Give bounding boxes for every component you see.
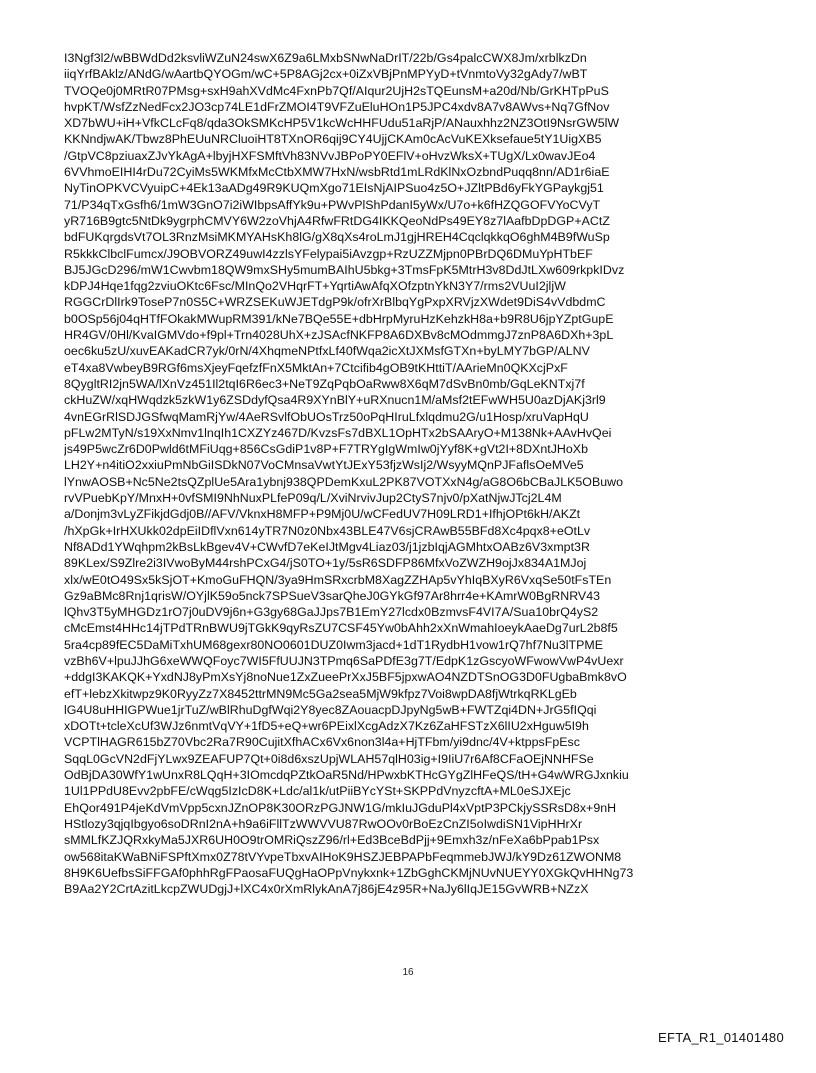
text-line: R5kkkClbclFumcx/J9OBVORZ49uwI4zzlsYFelypai5iAvzgp+RzUZZMjpn0PBrDQ6DMuYpHTbEF [64, 246, 593, 261]
text-line: kDPJ4Hqe1fqg2zviuOKtc6Fsc/MInQo2VHqrFT+YqrtiAwAfqXOfzptnYkN3Y7/rms2VUuI2jljW [64, 279, 566, 294]
text-line: XD7bWU+iH+VfkCLcFq8/qda3OkSMKcHP5V1kcWcHHFUdu51aRjP/ANauxhhz2NZ3OtI9NsrGW5lW [64, 116, 620, 131]
text-line: oec6ku5zU/xuvEAKadCR7yk/0rN/4XhqmeNPtfxLf40fWqa2icXtJXMsfGTXn+byLMY7bGP/ALNV [64, 344, 590, 359]
text-line: yR716B9gtc5NtDk9ygrphCMVY6W2zoVhjA4RfwFRtDG4IKKQeoNdPs49EY8z7lAafbDpDGP+ACtZ [64, 213, 610, 228]
text-line: bdFUKqrgdsVt7OL3RnzMsiMKMYAHsKh8lG/gX8qXs4roLmJ1gjHREH4CqclqkkqO6ghM4B9fWuSp [64, 230, 610, 245]
text-line: lYnwAOSB+Nc5Ne2tsQZplUe5Ara1ybnj938QPDemKxuL2PK87VOTXxN4g/aG8O6bCBaJLK5OBuwo [64, 474, 624, 489]
text-line: OdBjDA30WfY1wUnxR8LQqH+3IOmcdqPZtkOaR5Nd/HPwxbKTHcGYgZlHFeQS/tH+G4wWRGJxnkiu [64, 768, 629, 783]
text-line: lG4U8uHHIGPWue1jrTuZ/wBlRhuDgfWqi2Y8yec8ZAouacpDJpyNg5wB+FWTZqi4DN+JrG5fIQqi [64, 702, 597, 717]
text-line: I3Ngf3l2/wBBWdDd2ksvliWZuN24swX6Z9a6LMxbSNwNaDrIT/22b/Gs4palcCWX8Jm/xrblkzDn [64, 51, 587, 65]
text-line: NyTinOPKVCVyuipC+4Ek13aADg49R9KUQmXgo71EIsNjAIPSuo4z5O+JZltPBd6yFkYGPaykgj51 [64, 181, 604, 196]
text-line: 89KLex/S9Zlre2i3IVwoByM44rshPCxG4/jS0TO+1y/5sR6SDFP86MfxVoZWZH9ojJx834A1MJoj [64, 556, 587, 571]
text-line: 4vnEGrRlSDJGSfwqMamRjYw/4AeRSvlfObUOsTrz50oPqHIruLfxlqdmu2G/u1Hosp/xruVapHqU [64, 409, 589, 424]
text-line: xlx/wE0tO49Sx5kSjOT+KmoGuFHQN/3ya9HmSRxcrbM8XagZZHAp5vYhIqBXyR6VxqSe50tFsTEn [64, 572, 612, 587]
text-line: 5ra4cp89fEC5DaMiTxhUM68gexr80NO0601DUZ0Iwm3jacd+1dT1RydbH1vow1rQ7hf7Nu3lTPME [64, 637, 604, 652]
text-line: EhQor491P4jeKdVmVpp5cxnJZnOP8K30ORzPGJNW1G/mkIuJGduPl4xVptP3PCkjySSRsD8x+9nH [64, 800, 617, 815]
document-body [64, 50, 754, 897]
text-line: a/Donjm3vLyZFikjdGdj0B//AFV/VknxH8MFP+P9Mj0U/wCFedUV7H09LRD1+IfhjOPt6kH/AKZt [64, 507, 581, 522]
text-line: js49P5wcZr6D0Pwld6tMFiUqg+856CsGdiP1v8P+F7TRYgIgWmIw0jYyf8K+gVt2I+8DXntJHoXb [64, 442, 588, 457]
text-line: iiqYrfBAklz/ANdG/wAartbQYOGm/wC+5P8AGj2cx+0iZxVBjPnMPYyD+tVnmtoVy32gAdy7/wBT [64, 67, 588, 82]
text-line: /GtpVC8pziuaxZJvYkAgA+lbyjHXFSMftVh83NVvJBPoPY0EFlV+oHvzWksX+TUgX/Lx0wavJEo4 [64, 148, 596, 163]
text-line: 71/P34qTxGsfh6/1mW3GnO7i2iWIbpsAffYk9u+PWvPlShPdanI5yWx/U7o+k6fHZQGOFVYoCVyT [64, 197, 601, 212]
text-line: TVOQe0j0MRtR07PMsg+sxH9ahXVdMc4FxnPb7Qf/AIqur2UjH2sTQEunsM+a20d/Nb/GrKHTpPuS [64, 83, 609, 98]
text-line: ckHuZW/xqHWqdzk5zkW1y6ZSDdyfQsa4R9XYnBlY+uRXnucn1M/aMsf2tEFwWH5U0azDjAKj3rl9 [64, 393, 606, 408]
text-line: vzBh6V+lpuJJhG6xeWWQFoyc7WI5FfUUJN3TPmq6SaPDfE3g7T/EdpK1zGscyoWFwowVwP4vUexr [64, 653, 624, 668]
text-line: 8H9K6UefbsSiFFGAf0phhRgFPaosaFUQgHaOPpVnykxnk+1ZbGghCKMjNUvNUEYY0XGkQvHHNg73 [64, 865, 634, 880]
text-line: b0OSp56j04qHTfFOkakMWupRM391/kNe7BQe55E+dbHrpMyruHzKehzkH8a+b9R8U6jpYZptGupE [64, 311, 614, 326]
text-line: /hXpGk+IrHXUkk02dpEiIDflVxn614yTR7N0z0Nbx43BLE47V6sjCRAwB55BFd8Xc4pqx8+eOtLv [64, 523, 591, 538]
text-line: SqqL0GcVN2dFjYLwx9ZEAFUP7Qt+0i8d6xszUpjWLAH57qlH03ig+I9IiU7r6Af8CFaOEjNNHFSe [64, 751, 594, 766]
text-line: ow568itaKWaBNiFSPftXmx0Z78tVYvpeTbxvAIHoK9HSZJEBPAPbFeqmmebJWJ/kY9Dz61ZWONM8 [64, 849, 622, 864]
bates-number: EFTA_R1_01401480 [658, 1030, 784, 1045]
text-line: rvVPuebKpY/MnxH+0vfSMI9NhNuxPLfeP09q/L/XviNrvivJup2CtyS7njv0/pXatNjwJTcj2L4M [64, 491, 562, 506]
text-line: sMMLfKZJQRxkyMa5JXR6UH0O9trOMRiQszZ96/rl+Ed3BceBdPjj+9Emxh3z/nFeXa6bPpab1Psx [64, 833, 600, 848]
page-number: 16 [402, 967, 414, 978]
text-line: pFLw2MTyN/s19XxNmv1lnqIh1CXZYz467D/KvzsFs7dBXL1OpHTx2bSAAryO+M138Nk+AAvHvQei [64, 425, 612, 440]
text-line: 6VVhmoEIHI4rDu72CyiMs5WKMfxMcCtbXMW7HxN/wsbRtd1mLRdKlNxOzbndPuqq8nn/AD1r6iaE [64, 165, 610, 180]
text-line: hvpKT/WsfZzNedFcx2JO3cp74LE1dFrZMOI4T9VFZuEluHOn1P5JPC4xdv8A7v8AWvs+Nq7GfNov [64, 99, 610, 114]
text-line: 8QygltRI2jn5WA/lXnVz451Il2tqI6R6ec3+NeT9ZqPqbOaRww8X6qM7dSvBn0mb/GqLeKNTxj7f [64, 376, 585, 391]
text-line: HR4GV/0Hl/KvaIGMVdo+f9pl+Trn4028UhX+zJSAcfNKFP8A6DXBv8cMOdmmgJ7znP8A6DXh+3pL [64, 328, 614, 343]
text-line: HStlozy3qjqIbgyo6soDRnI2nA+h9a6iFllTzWWVVU87RwOOv0rBoEzCnZI5oIwdiSN1VipHHrXr [64, 816, 583, 831]
text-line: KKNndjwAK/Tbwz8PhEUuNRCluoiHT8TXnOR6qij9CY4UjjCKAm0cAcVuKEXksefaue5tY1UigXB5 [64, 132, 602, 147]
text-line: VCPTlHAGR615bZ70Vbc2Ra7R90CujitXfhACx6Vx6non3l4a+HjTFbm/yi9dnc/4V+ktppsFpEsc [64, 735, 580, 750]
text-line: RGGCrDlIrk9ToseP7n0S5C+WRZSEKuWJETdgP9k/ofrXrBlbqYgPxpXRVjzXWdet9DiS4vVdbdmC [64, 295, 606, 310]
text-line: BJ5JGcD296/mW1Cwvbm18QW9mxSHy5mumBAIhU5bkg+3TmsFpK5MtrH3v8DdJtLXw609rkpkIDvz [64, 262, 625, 277]
text-line: xDOTt+tcleXcUf3WJz6nmtVqVY+1fD5+eQ+wr6PEixlXcgAdzX7Kz6ZaHFSTzX6lIU2xHguw5I9h [64, 719, 589, 734]
text-line: efT+lebzXkitwpz9K0RyyZz7X8452ttrMN9Mc5Ga2sea5MjW9kfpz7Voi8wpDA8fjWtrkqRKLgEb [64, 686, 577, 701]
text-line: eT4xa8VwbeyB9RGf6msXjeyFqefzfFnX5MktAn+7Ctcifib4gOB9tKHttiT/AArieMn0QKXcjPxF [64, 360, 568, 375]
text-line: 1Ul1PPdU8Evv2pbFE/cWqg5IzIcD8K+Ldc/al1k/utPiiBYcYSt+SKPPdVnyzcftA+ML0eSJXEjc [64, 784, 571, 799]
text-line: +ddgI3KAKQK+YxdNJ8yPmXsYj8noNue1ZxZueePrXxJ5BF5jpxwAO4NZDTSnOG3D0FUgbaBmk8vO [64, 670, 627, 685]
text-line: LH2Y+n4itiO2xxiuPmNbGiISDkN07VoCMnsaVwtYtJExY53fjzWsIj2/WsyyMQnPJFaflsOeMVe5 [64, 458, 584, 473]
text-line: Gz9aBMc8Rnj1qrisW/OYjlK59o5nck7SPSueV3sarQheJ0GYkGf97Ar8hrr4e+KAmrW0BgRNRV43 [64, 588, 601, 603]
text-line: B9Aa2Y2CrtAzitLkcpZWUDgjJ+lXC4x0rXmRlykAnA7j86jE4z95R+NaJy6lIqJE15GvWRB+NZzX [64, 882, 589, 897]
text-line: cMcEmst4HHc14jTPdTRnBWU9jTGkK9qyRsZU7CSF45Yw0bAhh2xXnWmahIoeykAaeDg7urL2b8f5 [64, 621, 618, 636]
text-line: lQhv3T5yMHGDz1rO7j0uDV9j6n+G3gy68GaJJps7B1EmY27lcdx0BzmvsF4VI7A/Sua10brQ4yS2 [64, 605, 599, 620]
text-line: Nf8ADd1YWqhpm2kBsLkBgev4V+CWvfD7eKeIJtMgv4Liaz03/j1jzbIqjAGMhtxOABz6V3xmpt3R [64, 539, 590, 554]
